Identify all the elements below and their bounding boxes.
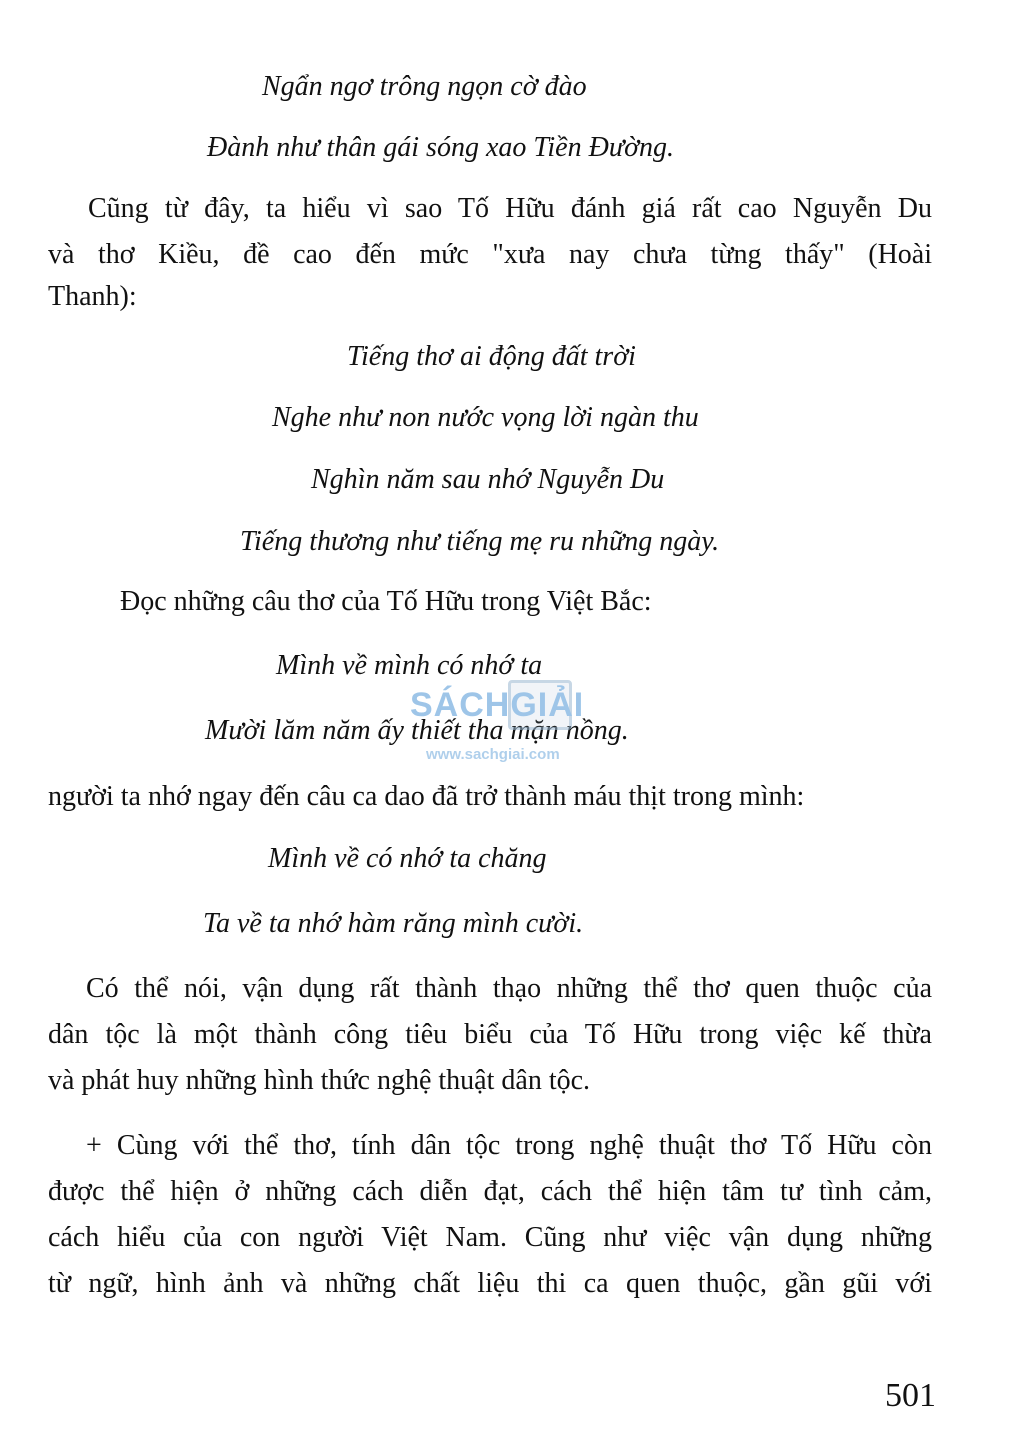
poem-line: Ta về ta nhớ hàm răng mình cười. [203,908,584,939]
paragraph-line: + Cùng với thể thơ, tính dân tộc trong nghệ thuật thơ Tố Hữu còn [86,1130,932,1161]
poem-line: Nghìn năm sau nhớ Nguyễn Du [311,464,665,495]
paragraph [48,966,932,1104]
watermark-logo [410,680,620,770]
paragraph-line: người ta nhớ ngay đến câu ca dao đã trở thành máu thịt trong mình: [48,781,805,812]
paragraph-line: Có thể nói, vận dụng rất thành thạo những thể thơ quen thuộc của [86,973,932,1004]
paragraph [48,186,932,320]
poem-line: Mười lăm năm ấy thiết tha mặn nồng. [205,715,629,746]
paragraph-line: và phát huy những hình thức nghệ thuật dân tộc. [48,1065,591,1096]
paragraph-line: Cũng từ đây, ta hiểu vì sao Tố Hữu đánh giá rất cao Nguyễn Du [88,193,932,224]
poem-line: Nghe như non nước vọng lời ngàn thu [272,402,699,433]
paragraph-line: được thể hiện ở những cách diễn đạt, cách thể hiện tâm tư tình cảm, [48,1176,932,1207]
poem-line: Tiếng thương như tiếng mẹ ru những ngày. [240,526,720,557]
paragraph-line: từ ngữ, hình ảnh và những chất liệu thi ca quen thuộc, gần gũi với [48,1268,932,1299]
poem-line: Đành như thân gái sóng xao Tiền Đường. [207,132,675,163]
page-number: 501 [885,1377,936,1414]
paragraph-line: Thanh): [48,281,137,312]
watermark-url: www.sachgiai.com [426,746,560,763]
paragraph-line: cách hiểu của con người Việt Nam. Cũng như việc vận dụng những [48,1222,932,1253]
paragraph-line: dân tộc là một thành công tiêu biểu của Tố Hữu trong việc kế thừa [48,1019,932,1050]
poem-line: Mình về có nhớ ta chăng [268,843,547,874]
paragraph-line: và thơ Kiều, đề cao đến mức "xưa nay chưa từng thấy" (Hoài [48,239,932,270]
watermark-title: SÁCHGIẢI [410,686,585,724]
poem-line: Mình về mình có nhớ ta [276,650,543,681]
paragraph-line: Đọc những câu thơ của Tố Hữu trong Việt Bắc: [120,586,652,617]
poem-line: Ngẩn ngơ trông ngọn cờ đào [262,71,587,102]
paragraph [48,1123,932,1307]
poem-line: Tiếng thơ ai động đất trời [347,341,636,372]
